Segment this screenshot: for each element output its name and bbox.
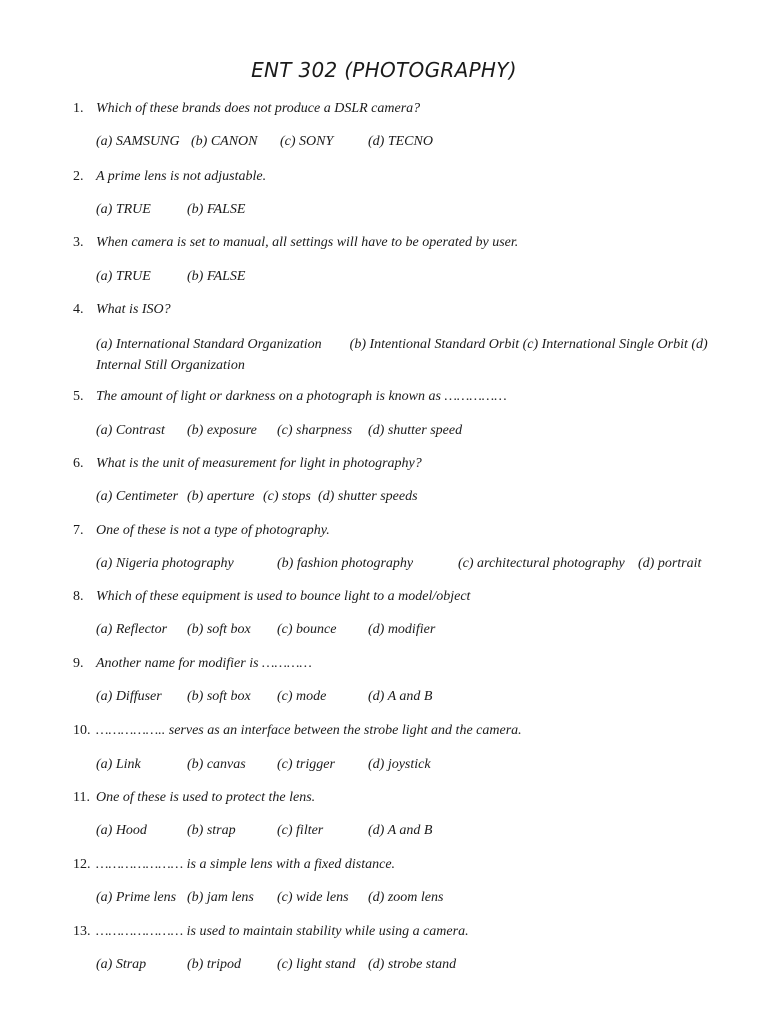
option-d: (d) strobe stand bbox=[368, 957, 457, 972]
question-13-options bbox=[96, 957, 716, 977]
question-11-options bbox=[96, 823, 716, 843]
option-c: (c) wide lens bbox=[277, 890, 349, 905]
question-text: Which of these brands does not produce a DSLR camera? bbox=[96, 101, 421, 116]
question-1 bbox=[73, 101, 713, 117]
option-c: (c) bounce bbox=[277, 622, 337, 637]
question-text: What is the unit of measurement for light in photography? bbox=[96, 456, 422, 471]
question-6-options bbox=[96, 489, 716, 509]
option-b: (b) FALSE bbox=[187, 202, 246, 217]
question-7-options bbox=[96, 556, 716, 576]
question-2-options bbox=[96, 202, 716, 222]
question-8 bbox=[73, 589, 713, 605]
question-text: One of these is not a type of photography. bbox=[96, 523, 330, 538]
option-b: (b) canvas bbox=[187, 757, 246, 772]
option-b: (b) soft box bbox=[187, 622, 251, 637]
question-text: A prime lens is not adjustable. bbox=[96, 169, 267, 184]
question-8-options bbox=[96, 622, 716, 642]
option-b: (b) exposure bbox=[187, 423, 257, 438]
option-c: (c) mode bbox=[277, 689, 327, 704]
question-number: 4. bbox=[73, 302, 84, 317]
question-5 bbox=[73, 389, 713, 405]
question-number: 10. bbox=[73, 723, 91, 738]
option-c: (c) SONY bbox=[280, 134, 334, 149]
option-a: (a) Hood bbox=[96, 823, 147, 838]
question-number: 2. bbox=[73, 169, 84, 184]
question-11 bbox=[73, 790, 713, 806]
question-text: The amount of light or darkness on a photograph is known as …………… bbox=[96, 389, 507, 404]
question-number: 7. bbox=[73, 523, 84, 538]
question-10 bbox=[73, 723, 713, 739]
option-b: (b) soft box bbox=[187, 689, 251, 704]
question-number: 13. bbox=[73, 924, 91, 939]
option-c: (c) filter bbox=[277, 823, 324, 838]
option-b: (b) jam lens bbox=[187, 890, 254, 905]
option-a: (a) TRUE bbox=[96, 269, 151, 284]
question-text: Another name for modifier is ………… bbox=[96, 656, 312, 671]
option-a: (a) Centimeter bbox=[96, 489, 179, 504]
option-a: (a) Nigeria photography bbox=[96, 556, 234, 571]
question-text: What is ISO? bbox=[96, 302, 171, 317]
option-a: (a) Diffuser bbox=[96, 689, 162, 704]
option-a: (a) Reflector bbox=[96, 622, 168, 637]
question-text: When camera is set to manual, all settings will have to be operated by user. bbox=[96, 235, 519, 250]
option-b: (b) fashion photography bbox=[277, 556, 414, 571]
option-b: (b) aperture bbox=[187, 489, 255, 504]
option-d: (d) zoom lens bbox=[368, 890, 444, 905]
question-7 bbox=[73, 523, 713, 539]
question-number: 1. bbox=[73, 101, 84, 116]
question-12 bbox=[73, 857, 713, 873]
option-c: (c) architectural photography bbox=[458, 556, 625, 571]
question-number: 6. bbox=[73, 456, 84, 471]
option-c: (c) sharpness bbox=[277, 423, 353, 438]
question-12-options bbox=[96, 890, 716, 910]
question-1-options bbox=[96, 134, 716, 154]
question-3-options bbox=[96, 269, 716, 289]
option-a: (a) Strap bbox=[96, 957, 147, 972]
option-d: (d) joystick bbox=[368, 757, 431, 772]
question-number: 11. bbox=[73, 790, 90, 805]
option-d: (d) A and B bbox=[368, 823, 433, 838]
question-3 bbox=[73, 235, 713, 251]
option-a: (a) SAMSUNG bbox=[96, 134, 180, 149]
option-d: (d) shutter speeds bbox=[318, 489, 418, 504]
option-a: (a) Link bbox=[96, 757, 141, 772]
question-text: ………………… is used to maintain stability while using a camera. bbox=[96, 924, 469, 939]
question-number: 5. bbox=[73, 389, 84, 404]
question-text: Which of these equipment is used to bounce light to a model/object bbox=[96, 589, 471, 604]
option-d: (d) shutter speed bbox=[368, 423, 463, 438]
option-c: (c) trigger bbox=[277, 757, 335, 772]
option-d: (d) TECNO bbox=[368, 134, 433, 149]
question-5-options bbox=[96, 423, 716, 443]
question-text: ………………… is a simple lens with a fixed distance. bbox=[96, 857, 396, 872]
option-b: (b) FALSE bbox=[187, 269, 246, 284]
option-b: (b) strap bbox=[187, 823, 236, 838]
question-4-options: (a) International Standard Organization (b) Intentional Standard Orbit (c) International Single Orbit (d) Internal Still Organization bbox=[96, 337, 712, 373]
question-number: 8. bbox=[73, 589, 84, 604]
option-a: (a) TRUE bbox=[96, 202, 151, 217]
question-2 bbox=[73, 169, 713, 185]
option-a: (a) Prime lens bbox=[96, 890, 177, 905]
question-9-options bbox=[96, 689, 716, 709]
option-d: (d) modifier bbox=[368, 622, 436, 637]
option-b: (b) CANON bbox=[191, 134, 258, 149]
option-d: (d) A and B bbox=[368, 689, 433, 704]
question-text: One of these is used to protect the lens. bbox=[96, 790, 316, 805]
question-text: …………….. serves as an interface between the strobe light and the camera. bbox=[96, 723, 522, 738]
question-number: 12. bbox=[73, 857, 91, 872]
option-b: (b) tripod bbox=[187, 957, 242, 972]
question-10-options bbox=[96, 757, 716, 777]
option-c: (c) light stand bbox=[277, 957, 356, 972]
question-number: 9. bbox=[73, 656, 84, 671]
option-c: (c) stops bbox=[263, 489, 311, 504]
question-6 bbox=[73, 456, 713, 472]
page-title: ENT 302 (PHOTOGRAPHY) bbox=[251, 58, 517, 82]
question-number: 3. bbox=[73, 235, 84, 250]
option-a: (a) Contrast bbox=[96, 423, 165, 438]
question-13 bbox=[73, 924, 713, 940]
question-4 bbox=[73, 302, 713, 318]
question-9 bbox=[73, 656, 713, 672]
option-d: (d) portrait bbox=[638, 556, 702, 571]
